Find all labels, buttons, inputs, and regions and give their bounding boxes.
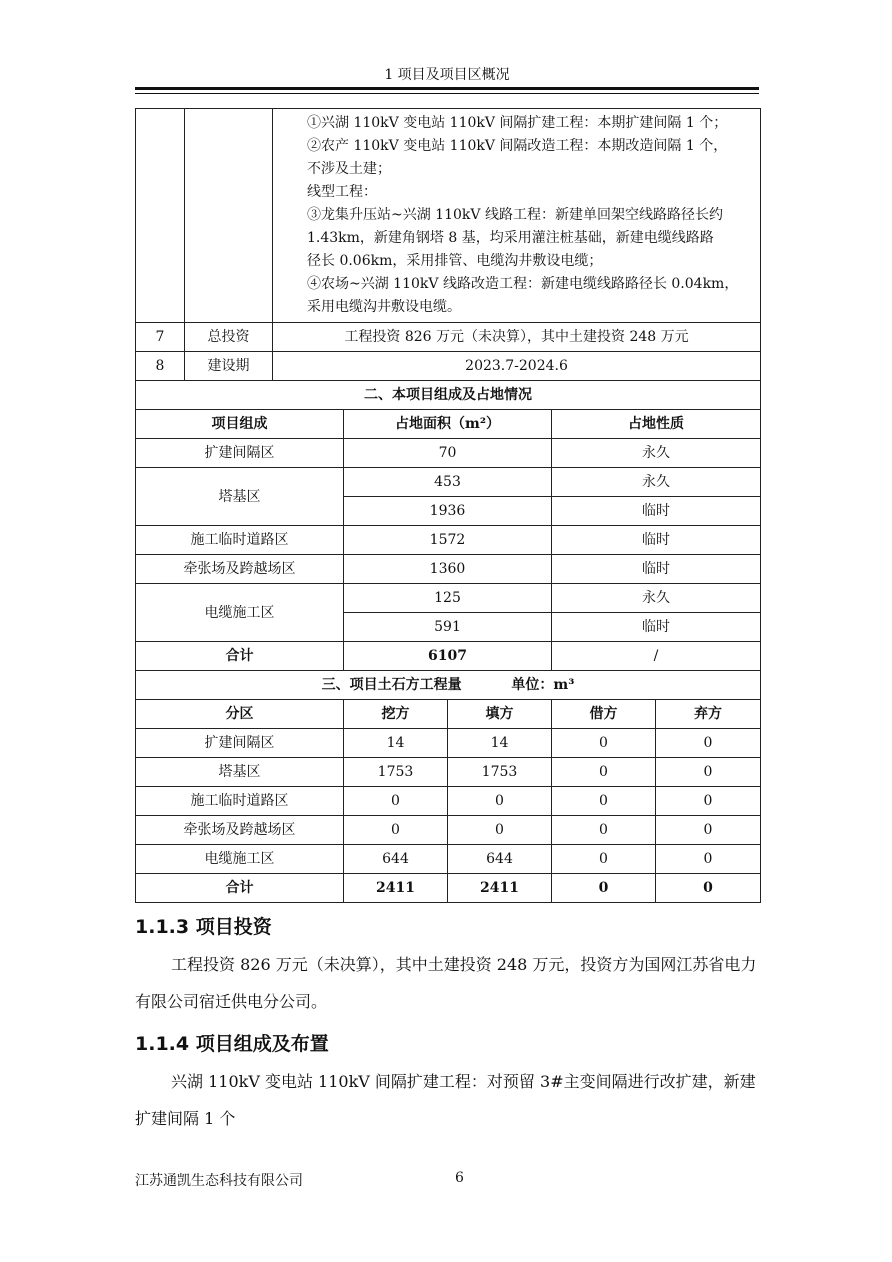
earth-borrow: 0 [552,845,656,874]
earth-spoil: 0 [656,729,761,758]
table-row [136,758,761,787]
page-number: 6 [455,1170,464,1186]
cell-empty-label [185,109,273,323]
earth-header-cut: 挖方 [344,700,448,729]
earth-spoil: 0 [656,787,761,816]
earth-header-zone: 分区 [136,700,344,729]
table-row [136,845,761,874]
description-line: 线型工程： [307,184,377,200]
row-label: 总投资 [185,323,273,352]
earth-zone: 施工临时道路区 [136,787,344,816]
land-nature: 临时 [552,613,761,642]
table-row-description [136,109,761,323]
earth-total-fill: 2411 [448,874,552,903]
land-section-title: 二、本项目组成及占地情况 [136,381,761,410]
land-area: 453 [344,468,552,497]
land-total-nature: / [552,642,761,671]
description-line: 采用电缆沟井敷设电缆。 [307,299,461,315]
land-header-area: 占地面积（m²） [344,410,552,439]
land-component: 塔基区 [136,468,344,526]
earth-fill: 0 [448,816,552,845]
land-component: 牵张场及跨越场区 [136,555,344,584]
land-header-nature: 占地性质 [552,410,761,439]
description-line: 径长 0.06km，采用排管、电缆沟井敷设电缆； [307,253,603,269]
land-area: 70 [344,439,552,468]
earth-header-borrow: 借方 [552,700,656,729]
earth-fill: 1753 [448,758,552,787]
land-nature: 临时 [552,526,761,555]
land-nature: 临时 [552,555,761,584]
land-nature: 临时 [552,497,761,526]
earth-spoil: 0 [656,816,761,845]
earth-cut: 644 [344,845,448,874]
row-label: 建设期 [185,352,273,381]
land-nature: 永久 [552,584,761,613]
land-area: 591 [344,613,552,642]
land-component: 扩建间隔区 [136,439,344,468]
land-total-row [136,642,761,671]
table-row [136,816,761,845]
earth-header-row [136,700,761,729]
land-section-title-row [136,381,761,410]
land-header-component: 项目组成 [136,410,344,439]
description-line: 不涉及土建； [307,161,391,177]
header-rule-thick [135,87,759,90]
earth-borrow: 0 [552,787,656,816]
table-row [136,729,761,758]
earth-total-label: 合计 [136,874,344,903]
description-cell [273,109,761,323]
earth-total-borrow: 0 [552,874,656,903]
earth-fill: 0 [448,787,552,816]
earth-zone: 电缆施工区 [136,845,344,874]
earth-spoil: 0 [656,845,761,874]
table-row [136,555,761,584]
earth-borrow: 0 [552,729,656,758]
running-header: 1 项目及项目区概况 [384,67,510,83]
description-line: ①兴湖 110kV 变电站 110kV 间隔扩建工程：本期扩建间隔 1 个； [307,115,728,131]
land-area: 1360 [344,555,552,584]
earth-cut: 14 [344,729,448,758]
earth-section-title-row [136,671,761,700]
earth-total-cut: 2411 [344,874,448,903]
land-area: 1572 [344,526,552,555]
earth-unit: 单位：m³ [511,677,575,693]
footer-company: 江苏通凯生态科技有限公司 [135,1173,303,1189]
composition-paragraph: 兴湖 110kV 变电站 110kV 间隔扩建工程：对预留 3#主变间隔进行改扩建，新建扩建间隔 1 个 [135,1072,756,1128]
table-row-construction-period [136,352,761,381]
header-rule-thin [135,93,759,94]
table-row [136,439,761,468]
earth-total-row [136,874,761,903]
table-row [136,584,761,613]
earth-fill: 644 [448,845,552,874]
land-area: 125 [344,584,552,613]
table-row-total-investment [136,323,761,352]
earth-total-spoil: 0 [656,874,761,903]
table-row [136,787,761,816]
land-component: 电缆施工区 [136,584,344,642]
section-heading-composition: 1.1.4 项目组成及布置 [135,1033,329,1055]
land-nature: 永久 [552,439,761,468]
earth-header-fill: 填方 [448,700,552,729]
earth-section-title-cell [136,671,761,700]
earth-cut: 0 [344,787,448,816]
earth-borrow: 0 [552,816,656,845]
land-total-label: 合计 [136,642,344,671]
earth-fill: 14 [448,729,552,758]
investment-paragraph: 工程投资 826 万元（未决算），其中土建投资 248 万元，投资方为国网江苏省电力有限公司宿迁供电分公司。 [135,955,757,1011]
row-number: 8 [136,352,185,381]
land-area: 1936 [344,497,552,526]
earth-cut: 1753 [344,758,448,787]
row-value: 工程投资 826 万元（未决算），其中土建投资 248 万元 [273,323,761,352]
land-total-area: 6107 [344,642,552,671]
project-summary-table [135,108,761,903]
description-line: ③龙集升压站~兴湖 110kV 线路工程：新建单回架空线路路径长约 [307,207,723,223]
land-component: 施工临时道路区 [136,526,344,555]
earth-section-title: 三、项目土石方工程量 [321,677,462,693]
row-number: 7 [136,323,185,352]
land-nature: 永久 [552,468,761,497]
description-line: ②农产 110kV 变电站 110kV 间隔改造工程：本期改造间隔 1 个， [307,138,728,154]
earth-spoil: 0 [656,758,761,787]
table-row [136,526,761,555]
earth-header-spoil: 弃方 [656,700,761,729]
description-line: ④农场~兴湖 110kV 线路改造工程：新建电缆线路路径长 0.04km， [307,276,739,292]
land-header-row [136,410,761,439]
earth-borrow: 0 [552,758,656,787]
row-value: 2023.7-2024.6 [273,352,761,381]
earth-zone: 塔基区 [136,758,344,787]
description-line: 1.43km，新建角钢塔 8 基，均采用灌注桩基础，新建电缆线路路 [307,230,714,246]
section-heading-investment: 1.1.3 项目投资 [135,916,272,938]
table-row [136,468,761,497]
earth-cut: 0 [344,816,448,845]
earth-zone: 牵张场及跨越场区 [136,816,344,845]
cell-empty-num [136,109,185,323]
earth-zone: 扩建间隔区 [136,729,344,758]
